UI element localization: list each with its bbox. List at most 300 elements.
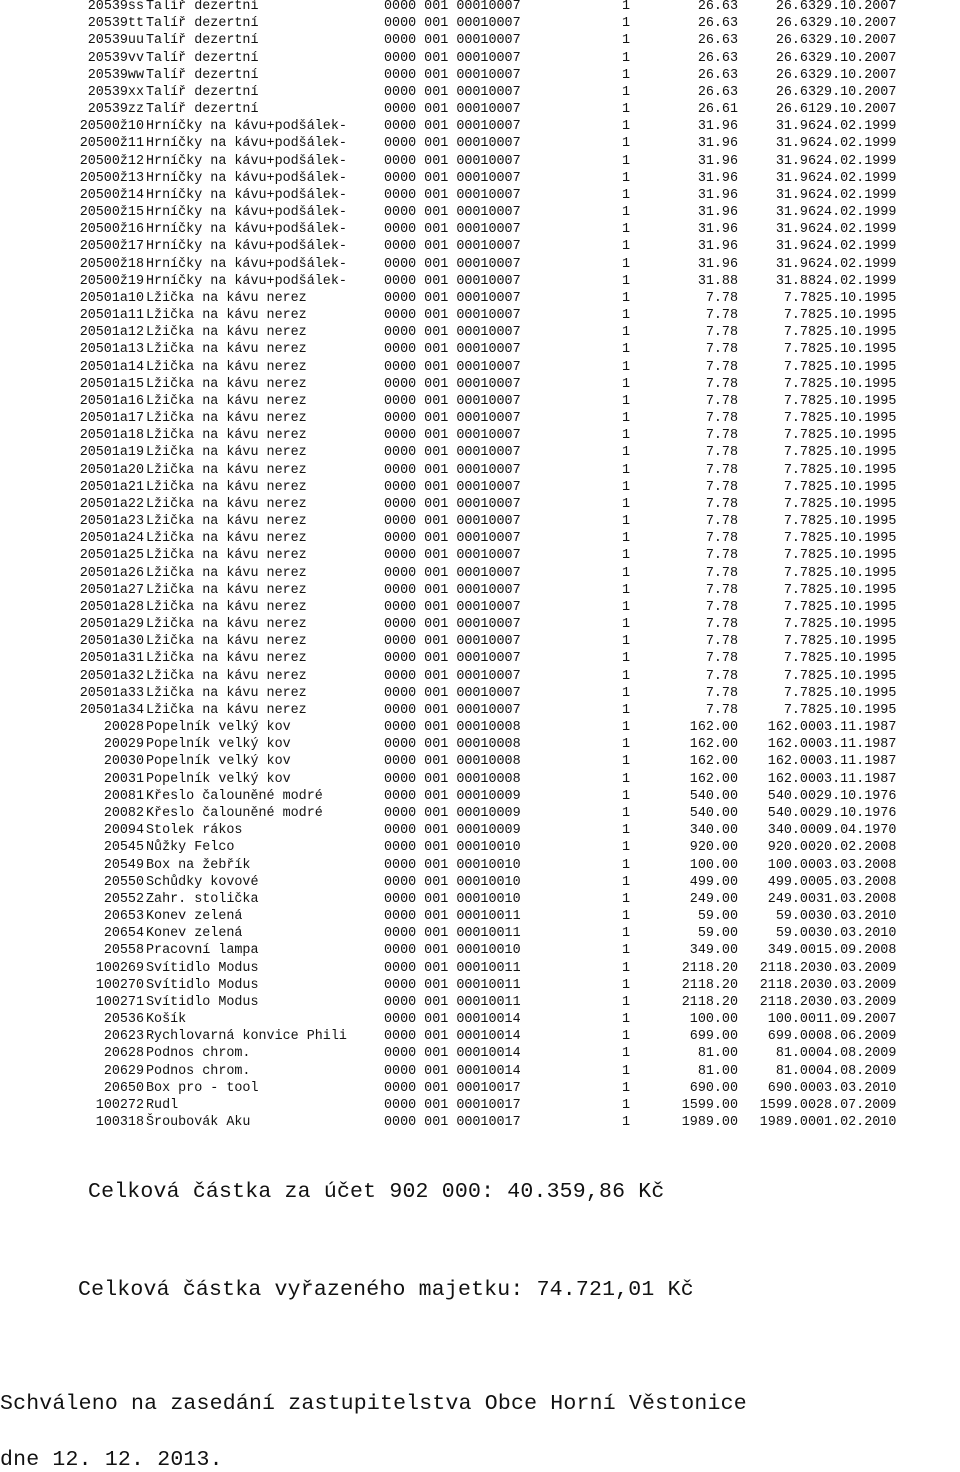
quantity: 1 [622, 720, 631, 736]
item-name: Konev zelená [146, 909, 243, 924]
account-number: 0000 001 00010007 [384, 411, 521, 427]
inventory-number: 20081 [103, 788, 144, 804]
inventory-number: 20628 [103, 1046, 144, 1062]
account-number: 0000 001 00010007 [384, 153, 521, 169]
account-number: 0000 001 00010007 [384, 514, 521, 530]
inventory-number: 20501a10 [79, 290, 144, 306]
unit-price: 7.78 [705, 308, 738, 324]
item-name: Lžička na kávu nerez [146, 634, 307, 650]
total-price: 7.78 [783, 514, 816, 530]
quantity: 1 [622, 702, 631, 718]
total-price: 7.78 [783, 685, 816, 701]
total-price: 7.78 [783, 668, 816, 684]
acquisition-date: 03.11.1987 [816, 771, 897, 787]
account-number: 0000 001 00010011 [384, 926, 521, 942]
account-number: 0000 001 00010007 [384, 685, 521, 701]
unit-price: 100.00 [689, 857, 738, 873]
total-price: 26.63 [775, 50, 816, 66]
total-price: 7.78 [783, 411, 816, 427]
inventory-number: 20654 [103, 926, 144, 942]
table-row [0, 204, 960, 221]
quantity: 1 [622, 136, 631, 152]
table-row [0, 736, 960, 753]
item-name: Křeslo čalouněné modré [146, 805, 323, 821]
inventory-number: 20500ž14 [79, 187, 144, 203]
quantity: 1 [622, 411, 631, 427]
item-name: Lžička na kávu nerez [146, 393, 307, 409]
inventory-number: 20029 [103, 737, 144, 753]
inventory-number: 100269 [95, 960, 144, 976]
acquisition-date: 24.02.1999 [816, 170, 897, 186]
total-price: 1989.00 [759, 1115, 816, 1131]
total-price: 2118.20 [759, 960, 816, 976]
acquisition-date: 29.10.2007 [816, 50, 897, 66]
item-name: Talíř dezertní [146, 16, 259, 32]
unit-price: 7.78 [705, 651, 738, 667]
total-price: 31.96 [775, 119, 816, 135]
item-name: Box pro - tool [146, 1080, 259, 1096]
acquisition-date: 04.08.2009 [816, 1046, 897, 1062]
total-price: 7.78 [783, 531, 816, 547]
total-price: 690.00 [767, 1080, 816, 1096]
item-name: Talíř dezertní [146, 50, 259, 66]
table-row [0, 857, 960, 874]
inventory-number: 20539zz [87, 102, 144, 118]
account-number: 0000 001 00010010 [384, 840, 521, 856]
quantity: 1 [622, 874, 631, 890]
acquisition-date: 20.02.2008 [816, 840, 897, 856]
item-name: Lžička na kávu nerez [146, 462, 307, 478]
table-row [0, 290, 960, 307]
total-price: 7.78 [783, 617, 816, 633]
acquisition-date: 29.10.2007 [816, 16, 897, 32]
table-row [0, 101, 960, 118]
inventory-number: 20501a24 [79, 531, 144, 547]
item-name: Hrníčky na kávu+podšálek- [146, 153, 347, 169]
unit-price: 162.00 [689, 754, 738, 770]
acquisition-date: 24.02.1999 [816, 119, 897, 135]
table-row [0, 891, 960, 908]
quantity: 1 [622, 565, 631, 581]
total-price: 1599.00 [759, 1097, 816, 1113]
unit-price: 162.00 [689, 737, 738, 753]
quantity: 1 [622, 445, 631, 461]
quantity: 1 [622, 67, 631, 83]
unit-price: 31.96 [697, 170, 738, 186]
total-price: 499.00 [767, 874, 816, 890]
total-price: 7.78 [783, 308, 816, 324]
acquisition-date: 25.10.1995 [816, 325, 897, 341]
account-number: 0000 001 00010007 [384, 479, 521, 495]
unit-price: 31.96 [697, 239, 738, 255]
total-price: 26.61 [775, 102, 816, 118]
table-row [0, 908, 960, 925]
acquisition-date: 15.09.2008 [816, 943, 897, 959]
total-price: 31.96 [775, 136, 816, 152]
acquisition-date: 24.02.1999 [816, 187, 897, 203]
acquisition-date: 03.11.1987 [816, 720, 897, 736]
acquisition-date: 25.10.1995 [816, 702, 897, 718]
quantity: 1 [622, 514, 631, 530]
account-number: 0000 001 00010007 [384, 170, 521, 186]
total-price: 162.00 [767, 737, 816, 753]
total-price: 100.00 [767, 857, 816, 873]
inventory-number: 100272 [95, 1097, 144, 1113]
quantity: 1 [622, 187, 631, 203]
inventory-number: 20501a29 [79, 617, 144, 633]
acquisition-date: 25.10.1995 [816, 617, 897, 633]
table-row [0, 410, 960, 427]
acquisition-date: 29.10.2007 [816, 67, 897, 83]
inventory-number: 20539xx [87, 84, 144, 100]
quantity: 1 [622, 290, 631, 306]
inventory-number: 20650 [103, 1080, 144, 1096]
total-price: 7.78 [783, 428, 816, 444]
acquisition-date: 25.10.1995 [816, 376, 897, 392]
item-name: Talíř dezertní [146, 33, 259, 49]
inventory-number: 20501a16 [79, 393, 144, 409]
unit-price: 7.78 [705, 599, 738, 615]
unit-price: 1989.00 [681, 1115, 738, 1131]
unit-price: 920.00 [689, 840, 738, 856]
total-price: 7.78 [783, 548, 816, 564]
account-number: 0000 001 00010007 [384, 565, 521, 581]
item-name: Podnos chrom. [146, 1063, 251, 1079]
quantity: 1 [622, 788, 631, 804]
quantity: 1 [622, 599, 631, 615]
unit-price: 1599.00 [681, 1097, 738, 1113]
quantity: 1 [622, 685, 631, 701]
unit-price: 349.00 [689, 943, 738, 959]
item-name: Stolek rákos [146, 823, 243, 839]
table-row [0, 135, 960, 152]
inventory-number: 20082 [103, 805, 144, 821]
inventory-number: 20539ss [87, 0, 144, 14]
table-row [0, 1097, 960, 1114]
quantity: 1 [622, 634, 631, 650]
acquisition-date: 25.10.1995 [816, 445, 897, 461]
quantity: 1 [622, 582, 631, 598]
account-number: 0000 001 00010007 [384, 16, 521, 32]
account-number: 0000 001 00010007 [384, 445, 521, 461]
table-row [0, 170, 960, 187]
item-name: Rychlovarná konvice Phili [146, 1029, 347, 1045]
unit-price: 2118.20 [681, 960, 738, 976]
total-price: 26.63 [775, 84, 816, 100]
quantity: 1 [622, 342, 631, 358]
account-number: 0000 001 00010007 [384, 496, 521, 512]
total-price: 162.00 [767, 771, 816, 787]
item-name: Pracovní lampa [146, 943, 259, 959]
acquisition-date: 05.03.2008 [816, 874, 897, 890]
unit-price: 162.00 [689, 771, 738, 787]
table-row [0, 530, 960, 547]
unit-price: 7.78 [705, 582, 738, 598]
table-row [0, 307, 960, 324]
account-number: 0000 001 00010010 [384, 943, 521, 959]
item-name: Svítidlo Modus [146, 994, 259, 1010]
table-row [0, 444, 960, 461]
acquisition-date: 25.10.1995 [816, 496, 897, 512]
total-price: 7.78 [783, 462, 816, 478]
inventory-number: 20500ž13 [79, 170, 144, 186]
quantity: 1 [622, 891, 631, 907]
acquisition-date: 24.02.1999 [816, 239, 897, 255]
quantity: 1 [622, 239, 631, 255]
acquisition-date: 25.10.1995 [816, 651, 897, 667]
item-name: Lžička na kávu nerez [146, 411, 307, 427]
unit-price: 31.96 [697, 222, 738, 238]
acquisition-date: 25.10.1995 [816, 411, 897, 427]
total-price: 7.78 [783, 376, 816, 392]
inventory-number: 20549 [103, 857, 144, 873]
unit-price: 26.63 [697, 50, 738, 66]
total-price: 7.78 [783, 496, 816, 512]
total-price: 7.78 [783, 445, 816, 461]
inventory-number: 20539vv [87, 50, 144, 66]
total-price: 2118.20 [759, 977, 816, 993]
item-name: Hrníčky na kávu+podšálek- [146, 205, 347, 221]
item-name: Lžička na kávu nerez [146, 685, 307, 701]
table-row [0, 256, 960, 273]
approval-date: dne 12. 12. 2013. [0, 1448, 223, 1472]
acquisition-date: 25.10.1995 [816, 582, 897, 598]
acquisition-date: 29.10.2007 [816, 102, 897, 118]
account-number: 0000 001 00010014 [384, 1046, 521, 1062]
table-row [0, 719, 960, 736]
unit-price: 59.00 [697, 909, 738, 924]
item-name: Hrníčky na kávu+podšálek- [146, 119, 347, 135]
table-row [0, 839, 960, 856]
account-number: 0000 001 00010010 [384, 857, 521, 873]
total-price: 59.00 [775, 926, 816, 942]
quantity: 1 [622, 943, 631, 959]
acquisition-date: 04.08.2009 [816, 1063, 897, 1079]
quantity: 1 [622, 857, 631, 873]
quantity: 1 [622, 548, 631, 564]
quantity: 1 [622, 1115, 631, 1131]
acquisition-date: 25.10.1995 [816, 514, 897, 530]
unit-price: 7.78 [705, 462, 738, 478]
quantity: 1 [622, 737, 631, 753]
unit-price: 31.96 [697, 153, 738, 169]
item-name: Zahr. stolička [146, 891, 259, 907]
account-number: 0000 001 00010007 [384, 376, 521, 392]
unit-price: 7.78 [705, 359, 738, 375]
item-name: Rudl [146, 1097, 179, 1113]
table-row [0, 513, 960, 530]
item-name: Podnos chrom. [146, 1046, 251, 1062]
table-row [0, 788, 960, 805]
unit-price: 31.96 [697, 187, 738, 203]
quantity: 1 [622, 1012, 631, 1028]
quantity: 1 [622, 651, 631, 667]
item-name: Lžička na kávu nerez [146, 496, 307, 512]
quantity: 1 [622, 1063, 631, 1079]
acquisition-date: 11.09.2007 [816, 1012, 897, 1028]
account-number: 0000 001 00010009 [384, 788, 521, 804]
total-price: 699.00 [767, 1029, 816, 1045]
total-price: 162.00 [767, 754, 816, 770]
inventory-number: 20028 [103, 720, 144, 736]
total-price: 920.00 [767, 840, 816, 856]
inventory-number: 20500ž17 [79, 239, 144, 255]
inventory-number: 20501a11 [79, 308, 144, 324]
account-number: 0000 001 00010007 [384, 462, 521, 478]
item-name: Lžička na kávu nerez [146, 668, 307, 684]
item-name: Lžička na kávu nerez [146, 359, 307, 375]
acquisition-date: 30.03.2009 [816, 960, 897, 976]
item-name: Lžička na kávu nerez [146, 702, 307, 718]
account-number: 0000 001 00010011 [384, 960, 521, 976]
total-price: 7.78 [783, 479, 816, 495]
inventory-number: 20501a33 [79, 685, 144, 701]
acquisition-date: 25.10.1995 [816, 634, 897, 650]
inventory-number: 20031 [103, 771, 144, 787]
table-row [0, 599, 960, 616]
total-price: 7.78 [783, 599, 816, 615]
unit-price: 26.63 [697, 16, 738, 32]
total-price: 59.00 [775, 909, 816, 924]
item-name: Popelník velký kov [146, 754, 291, 770]
item-name: Lžička na kávu nerez [146, 308, 307, 324]
item-name: Lžička na kávu nerez [146, 325, 307, 341]
item-name: Šroubovák Aku [146, 1115, 251, 1131]
item-name: Hrníčky na kávu+podšálek- [146, 239, 347, 255]
quantity: 1 [622, 359, 631, 375]
acquisition-date: 25.10.1995 [816, 599, 897, 615]
item-name: Lžička na kávu nerez [146, 599, 307, 615]
inventory-number: 20500ž15 [79, 205, 144, 221]
account-number: 0000 001 00010007 [384, 617, 521, 633]
table-row [0, 221, 960, 238]
total-price: 540.00 [767, 788, 816, 804]
quantity: 1 [622, 960, 631, 976]
account-number: 0000 001 00010010 [384, 874, 521, 890]
item-name: Hrníčky na kávu+podšálek- [146, 170, 347, 186]
quantity: 1 [622, 771, 631, 787]
inventory-number: 20501a12 [79, 325, 144, 341]
item-name: Lžička na kávu nerez [146, 445, 307, 461]
account-number: 0000 001 00010009 [384, 823, 521, 839]
acquisition-date: 25.10.1995 [816, 393, 897, 409]
item-name: Lžička na kávu nerez [146, 342, 307, 358]
acquisition-date: 30.03.2009 [816, 994, 897, 1010]
inventory-number: 20501a26 [79, 565, 144, 581]
table-row [0, 496, 960, 513]
inventory-number: 20501a23 [79, 514, 144, 530]
quantity: 1 [622, 994, 631, 1010]
total-price: 162.00 [767, 720, 816, 736]
account-number: 0000 001 00010017 [384, 1115, 521, 1131]
table-row [0, 479, 960, 496]
table-row [0, 393, 960, 410]
quantity: 1 [622, 102, 631, 118]
account-number: 0000 001 00010008 [384, 754, 521, 770]
quantity: 1 [622, 805, 631, 821]
item-name: Talíř dezertní [146, 102, 259, 118]
account-number: 0000 001 00010010 [384, 891, 521, 907]
unit-price: 31.96 [697, 119, 738, 135]
item-name: Konev zelená [146, 926, 243, 942]
unit-price: 340.00 [689, 823, 738, 839]
quantity: 1 [622, 16, 631, 32]
total-price: 7.78 [783, 325, 816, 341]
inventory-number: 20501a34 [79, 702, 144, 718]
acquisition-date: 24.02.1999 [816, 205, 897, 221]
account-number: 0000 001 00010014 [384, 1029, 521, 1045]
acquisition-date: 03.03.2010 [816, 1080, 897, 1096]
account-number: 0000 001 00010007 [384, 428, 521, 444]
quantity: 1 [622, 909, 631, 924]
table-row [0, 238, 960, 255]
item-name: Hrníčky na kávu+podšálek- [146, 273, 347, 289]
unit-price: 59.00 [697, 926, 738, 942]
table-row [0, 187, 960, 204]
acquisition-date: 08.06.2009 [816, 1029, 897, 1045]
table-row [0, 84, 960, 101]
acquisition-date: 29.10.2007 [816, 0, 897, 14]
quantity: 1 [622, 926, 631, 942]
account-number: 0000 001 00010007 [384, 273, 521, 289]
account-number: 0000 001 00010007 [384, 308, 521, 324]
total-price: 100.00 [767, 1012, 816, 1028]
quantity: 1 [622, 205, 631, 221]
acquisition-date: 25.10.1995 [816, 290, 897, 306]
acquisition-date: 24.02.1999 [816, 222, 897, 238]
inventory-number: 20500ž11 [79, 136, 144, 152]
total-price: 7.78 [783, 702, 816, 718]
item-name: Lžička na kávu nerez [146, 376, 307, 392]
table-row [0, 925, 960, 942]
account-number: 0000 001 00010008 [384, 737, 521, 753]
acquisition-date: 01.02.2010 [816, 1115, 897, 1131]
item-name: Hrníčky na kávu+podšálek- [146, 136, 347, 152]
table-row [0, 273, 960, 290]
unit-price: 31.96 [697, 205, 738, 221]
quantity: 1 [622, 393, 631, 409]
acquisition-date: 30.03.2009 [816, 977, 897, 993]
table-row [0, 427, 960, 444]
quantity: 1 [622, 256, 631, 272]
unit-price: 7.78 [705, 617, 738, 633]
quantity: 1 [622, 376, 631, 392]
inventory-number: 20558 [103, 943, 144, 959]
item-name: Talíř dezertní [146, 67, 259, 83]
total-price: 31.96 [775, 222, 816, 238]
account-number: 0000 001 00010007 [384, 668, 521, 684]
total-price: 31.96 [775, 187, 816, 203]
inventory-number: 20629 [103, 1063, 144, 1079]
unit-price: 81.00 [697, 1046, 738, 1062]
account-number: 0000 001 00010008 [384, 720, 521, 736]
item-name: Lžička na kávu nerez [146, 428, 307, 444]
table-row [0, 1028, 960, 1045]
unit-price: 2118.20 [681, 977, 738, 993]
acquisition-date: 30.03.2010 [816, 926, 897, 942]
inventory-number: 20501a14 [79, 359, 144, 375]
unit-price: 7.78 [705, 702, 738, 718]
table-row [0, 1011, 960, 1028]
table-row [0, 977, 960, 994]
item-name: Lžička na kávu nerez [146, 617, 307, 633]
total-price: 2118.20 [759, 994, 816, 1010]
total-price: 31.96 [775, 170, 816, 186]
inventory-number: 20545 [103, 840, 144, 856]
quantity: 1 [622, 325, 631, 341]
account-number: 0000 001 00010017 [384, 1097, 521, 1113]
table-row [0, 685, 960, 702]
